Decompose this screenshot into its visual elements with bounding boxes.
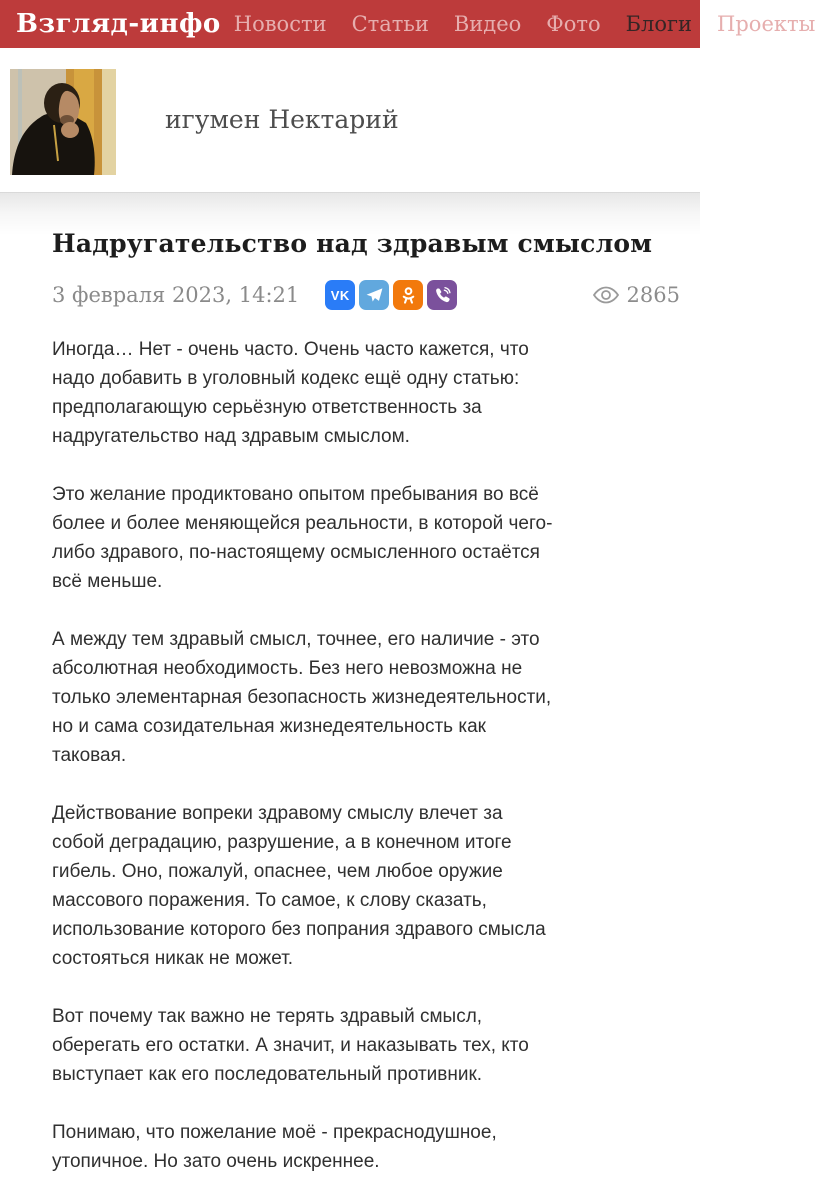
author-name[interactable]: игумен Нектарий — [165, 105, 399, 134]
site-logo[interactable]: Взгляд-инфо — [16, 9, 221, 39]
view-count: 2865 — [626, 283, 680, 307]
nav-item-articles[interactable]: Статьи — [351, 12, 429, 36]
view-counter — [592, 283, 680, 307]
article-meta — [52, 280, 680, 310]
share-viber-button[interactable] — [427, 280, 457, 310]
share-buttons — [325, 280, 457, 310]
share-telegram-button[interactable] — [359, 280, 389, 310]
author-avatar[interactable] — [10, 69, 116, 175]
paragraph: Действование вопреки здравому смыслу влечет за собой деградацию, разрушение, а в конечном итоге гибель. Оно, пожалуй, опаснее, чем любое оружие массового поражения. То самое, к слову сказать, использование которого без попрания здравого смысла состояться никак не может. — [52, 803, 546, 969]
paragraph: Это желание продиктовано опытом пребывания во всё более и более меняющейся реальности, в которой чего-либо здравого, по-настоящему осмысленного остаётся всё меньше. — [52, 484, 553, 592]
paragraph: А между тем здравый смысл, точнее, его наличие - это абсолютная необходимость. Без него невозможна не только элементарная безопасность жизнедеятельности, но и сама созидательная жизнедеятельность как таковая. — [52, 629, 552, 766]
nav-item-blogs[interactable]: Блоги — [625, 12, 693, 36]
paragraph: Иногда… Нет - очень часто. Очень часто кажется, что надо добавить в уголовный кодекс ещё одну статью: предполагающую серьёзную ответственность за надругательство над здравым смыслом. — [52, 339, 529, 447]
viber-phone-icon — [432, 285, 452, 305]
nav-item-projects[interactable]: Проекты — [717, 12, 815, 36]
nav-item-news[interactable]: Новости — [233, 12, 327, 36]
telegram-paper-plane-icon — [365, 286, 384, 305]
share-odnoklassniki-button[interactable] — [393, 280, 423, 310]
publish-date: 3 февраля 2023, 14:21 — [52, 283, 300, 307]
author-block — [0, 48, 700, 192]
eye-icon — [592, 285, 620, 305]
article-title: Надругательство над здравым смыслом — [52, 229, 653, 258]
odnoklassniki-person-icon — [399, 286, 418, 305]
paragraph: Вот почему так важно не терять здравый смысл, оберегать его остатки. А значит, и наказывать тех, кто выступает как его последовательный противник. — [52, 1006, 529, 1085]
paragraph: Понимаю, что пожелание моё - прекраснодушное, утопичное. Но зато очень искреннее. — [52, 1122, 497, 1172]
main-nav — [221, 12, 815, 36]
vk-icon: VK — [330, 287, 350, 303]
nav-item-photo[interactable]: Фото — [546, 12, 601, 36]
article-body — [52, 335, 680, 1176]
monk-portrait-image — [10, 69, 116, 175]
nav-item-video[interactable]: Видео — [453, 12, 522, 36]
site-header — [0, 0, 815, 48]
share-vk-button[interactable] — [325, 280, 355, 310]
article — [0, 192, 700, 1202]
